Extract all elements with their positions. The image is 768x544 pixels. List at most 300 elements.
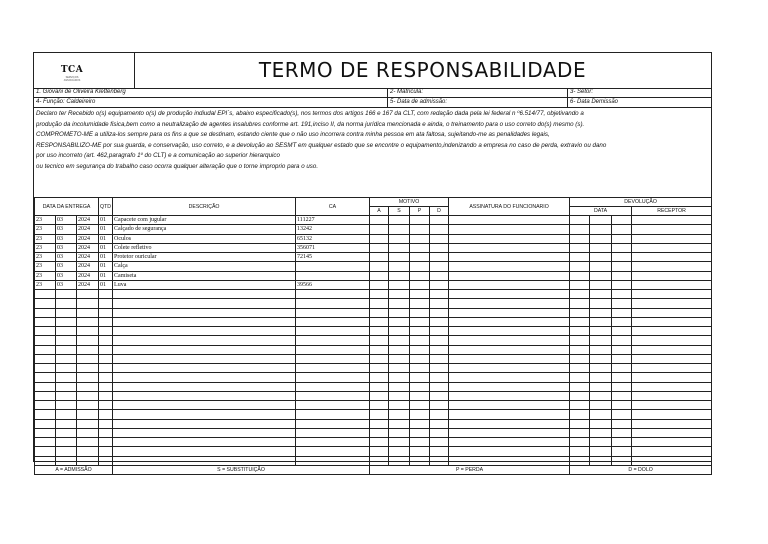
date-month-cell (56, 317, 77, 326)
empty-cell (389, 262, 410, 271)
ca-cell (296, 354, 370, 363)
empty-cell (612, 447, 632, 456)
empty-cell (370, 290, 389, 299)
empty-cell (410, 253, 430, 262)
empty-cell (430, 308, 449, 317)
ca-cell: 13242 (296, 225, 370, 234)
logo-subtitle: SERVIÇOS ASSOCIADOS (63, 76, 81, 82)
table-row (35, 262, 712, 271)
description-cell: Capacete com jugular (113, 216, 296, 225)
ca-cell (296, 373, 370, 382)
admission-date-field: 5- Data de admissão: (390, 99, 448, 105)
empty-cell (612, 317, 632, 326)
empty-cell (632, 456, 712, 465)
empty-cell (612, 401, 632, 410)
empty-cell (632, 271, 712, 280)
empty-cell (590, 401, 612, 410)
empty-cell (449, 253, 570, 262)
date-month-cell (56, 391, 77, 400)
date-year-cell (77, 382, 99, 391)
empty-cell (632, 243, 712, 252)
date-month-cell: 03 (56, 243, 77, 252)
ca-cell (296, 419, 370, 428)
empty-cell (410, 419, 430, 428)
qty-cell: 01 (99, 271, 113, 280)
empty-cell (370, 382, 389, 391)
table-row (35, 373, 712, 382)
empty-cell (430, 290, 449, 299)
empty-cell (570, 317, 590, 326)
ca-header: CA (296, 198, 370, 216)
description-cell (113, 364, 296, 373)
empty-cell (410, 308, 430, 317)
empty-cell (570, 354, 590, 363)
date-day-cell (35, 308, 56, 317)
empty-cell (410, 271, 430, 280)
registration-field: 2- Matricula: (390, 89, 424, 95)
empty-cell (410, 447, 430, 456)
date-month-cell (56, 373, 77, 382)
date-year-cell (77, 401, 99, 410)
description-cell (113, 419, 296, 428)
description-cell (113, 299, 296, 308)
empty-cell (570, 243, 590, 252)
empty-cell (370, 234, 389, 243)
empty-cell (632, 290, 712, 299)
description-cell (113, 336, 296, 345)
sector-field: 3- Setor: (570, 89, 594, 95)
qty-cell (99, 345, 113, 354)
description-cell (113, 410, 296, 419)
qty-cell: 01 (99, 234, 113, 243)
job-function: 4- Função: Caldeireiro (36, 99, 96, 105)
date-year-cell (77, 345, 99, 354)
description-cell: Calça (113, 262, 296, 271)
empty-cell (389, 290, 410, 299)
empty-cell (410, 364, 430, 373)
empty-cell (430, 438, 449, 447)
ca-cell (296, 382, 370, 391)
date-day-cell (35, 364, 56, 373)
empty-cell (449, 447, 570, 456)
empty-cell (449, 317, 570, 326)
description-cell: Colete refletivo (113, 243, 296, 252)
declaration-line: produção da incolumidade fisica,bem como a neutralização de agentes insalubres conforme art. 191,inciso II, da norma jurídica mencionada e ainda, o treinamento para o uso correto do(s) mesmo (s). (36, 120, 585, 128)
empty-cell (389, 216, 410, 225)
description-cell (113, 382, 296, 391)
qty-cell (99, 428, 113, 437)
empty-cell (612, 373, 632, 382)
table-row (35, 234, 712, 243)
empty-cell (612, 456, 632, 465)
date-month-cell (56, 438, 77, 447)
empty-cell (449, 373, 570, 382)
return-date-header: DATA (570, 207, 632, 216)
empty-cell (430, 364, 449, 373)
empty-cell (370, 308, 389, 317)
date-year-cell (77, 290, 99, 299)
empty-cell (389, 345, 410, 354)
qty-cell (99, 456, 113, 465)
ca-cell: 72145 (296, 253, 370, 262)
empty-cell (632, 262, 712, 271)
return-header: DEVOLUÇÃO (570, 198, 712, 207)
description-cell (113, 447, 296, 456)
empty-cell (449, 234, 570, 243)
empty-cell (370, 317, 389, 326)
qty-cell: 01 (99, 225, 113, 234)
empty-cell (612, 336, 632, 345)
table-row (35, 456, 712, 465)
empty-cell (570, 447, 590, 456)
dismissal-date-field: 6- Data Demissão (570, 99, 619, 105)
description-cell (113, 456, 296, 465)
date-day-cell (35, 438, 56, 447)
ca-cell (296, 364, 370, 373)
qty-cell (99, 299, 113, 308)
empty-cell (389, 373, 410, 382)
ca-cell: 356071 (296, 243, 370, 252)
empty-cell (590, 438, 612, 447)
empty-cell (389, 253, 410, 262)
empty-cell (410, 401, 430, 410)
empty-cell (389, 364, 410, 373)
empty-cell (410, 234, 430, 243)
empty-cell (389, 382, 410, 391)
empty-cell (449, 410, 570, 419)
description-cell: Luva (113, 280, 296, 289)
empty-cell (430, 410, 449, 419)
empty-cell (612, 308, 632, 317)
empty-cell (590, 382, 612, 391)
reason-header: MOTIVO (370, 198, 449, 207)
empty-cell (590, 327, 612, 336)
receiver-header: RECEPTOR (632, 207, 712, 216)
date-year-cell (77, 308, 99, 317)
empty-cell (612, 280, 632, 289)
empty-cell (430, 262, 449, 271)
date-year-cell (77, 447, 99, 456)
empty-cell (632, 419, 712, 428)
legend-dolo: D = DOLO (570, 465, 712, 474)
empty-cell (612, 428, 632, 437)
empty-cell (570, 428, 590, 437)
date-month-cell (56, 382, 77, 391)
empty-cell (612, 243, 632, 252)
date-day-cell (35, 428, 56, 437)
date-month-cell: 03 (56, 253, 77, 262)
empty-cell (449, 382, 570, 391)
date-year-cell: 2024 (77, 280, 99, 289)
date-day-cell (35, 373, 56, 382)
empty-cell (430, 243, 449, 252)
table-row (35, 271, 712, 280)
empty-cell (410, 243, 430, 252)
empty-cell (612, 419, 632, 428)
ca-cell (296, 401, 370, 410)
empty-cell (410, 354, 430, 363)
empty-cell (410, 438, 430, 447)
empty-cell (570, 225, 590, 234)
empty-cell (570, 299, 590, 308)
empty-cell (590, 345, 612, 354)
empty-cell (590, 308, 612, 317)
date-year-cell (77, 419, 99, 428)
empty-cell (449, 299, 570, 308)
empty-cell (570, 216, 590, 225)
empty-cell (410, 262, 430, 271)
date-day-cell: 23 (35, 253, 56, 262)
empty-cell (370, 299, 389, 308)
empty-cell (612, 225, 632, 234)
qty-cell (99, 438, 113, 447)
empty-cell (449, 391, 570, 400)
empty-cell (570, 364, 590, 373)
empty-cell (389, 234, 410, 243)
empty-cell (632, 336, 712, 345)
date-day-cell: 23 (35, 271, 56, 280)
empty-cell (590, 290, 612, 299)
empty-cell (449, 308, 570, 317)
empty-cell (449, 225, 570, 234)
empty-cell (570, 327, 590, 336)
empty-cell (590, 253, 612, 262)
empty-cell (370, 456, 389, 465)
empty-cell (632, 299, 712, 308)
description-cell (113, 354, 296, 363)
table-row (35, 253, 712, 262)
empty-cell (410, 373, 430, 382)
date-month-cell (56, 354, 77, 363)
ca-cell (296, 456, 370, 465)
empty-cell (449, 262, 570, 271)
empty-cell (430, 234, 449, 243)
qty-cell (99, 447, 113, 456)
empty-cell (632, 345, 712, 354)
declaration-line: ou tecnico em segurança do trabalho caso ocorra qualquer alteração que o torne improprio para o uso. (36, 162, 319, 170)
empty-cell (632, 317, 712, 326)
empty-cell (410, 317, 430, 326)
empty-cell (389, 280, 410, 289)
date-day-cell (35, 447, 56, 456)
empty-cell (389, 308, 410, 317)
description-cell (113, 438, 296, 447)
empty-cell (612, 438, 632, 447)
empty-cell (590, 447, 612, 456)
date-day-cell (35, 299, 56, 308)
empty-cell (632, 447, 712, 456)
date-year-cell: 2024 (77, 243, 99, 252)
date-year-cell (77, 299, 99, 308)
empty-cell (570, 345, 590, 354)
date-year-cell: 2024 (77, 253, 99, 262)
date-day-cell (35, 419, 56, 428)
table-row (35, 364, 712, 373)
qty-cell: 01 (99, 280, 113, 289)
empty-cell (570, 419, 590, 428)
qty-cell (99, 419, 113, 428)
empty-cell (370, 438, 389, 447)
empty-cell (370, 280, 389, 289)
qty-cell: 01 (99, 262, 113, 271)
date-year-cell (77, 410, 99, 419)
empty-cell (370, 225, 389, 234)
table-row (35, 428, 712, 437)
empty-cell (590, 419, 612, 428)
empty-cell (612, 290, 632, 299)
qty-cell (99, 308, 113, 317)
empty-cell (370, 216, 389, 225)
empty-cell (570, 253, 590, 262)
logo-text: TCA (60, 65, 84, 75)
empty-cell (370, 327, 389, 336)
empty-cell (370, 391, 389, 400)
table-row (35, 382, 712, 391)
empty-cell (632, 438, 712, 447)
ca-cell (296, 327, 370, 336)
empty-cell (612, 354, 632, 363)
empty-cell (389, 456, 410, 465)
empty-cell (632, 280, 712, 289)
qty-cell (99, 364, 113, 373)
date-month-cell: 03 (56, 262, 77, 271)
date-year-cell (77, 428, 99, 437)
table-row (35, 308, 712, 317)
table-row (35, 401, 712, 410)
empty-cell (570, 382, 590, 391)
empty-cell (632, 401, 712, 410)
info-row-2 (34, 98, 711, 108)
empty-cell (389, 243, 410, 252)
date-year-cell (77, 327, 99, 336)
empty-cell (632, 428, 712, 437)
empty-cell (389, 317, 410, 326)
empty-cell (389, 401, 410, 410)
empty-cell (410, 290, 430, 299)
empty-cell (449, 438, 570, 447)
empty-cell (570, 308, 590, 317)
table-row (35, 345, 712, 354)
empty-cell (570, 410, 590, 419)
date-day-cell: 23 (35, 280, 56, 289)
empty-cell (370, 364, 389, 373)
table-row (35, 280, 712, 289)
description-cell (113, 401, 296, 410)
empty-cell (430, 382, 449, 391)
description-cell: Camiseta (113, 271, 296, 280)
date-year-cell: 2024 (77, 225, 99, 234)
legend-substitution: S = SUBSTITUIÇÃO (113, 465, 370, 474)
description-cell: Calçado de segurança (113, 225, 296, 234)
date-month-cell (56, 364, 77, 373)
ca-cell (296, 299, 370, 308)
empty-cell (430, 225, 449, 234)
empty-cell (430, 336, 449, 345)
empty-cell (449, 327, 570, 336)
empty-cell (389, 327, 410, 336)
empty-cell (590, 410, 612, 419)
qty-cell: 01 (99, 253, 113, 262)
empty-cell (430, 456, 449, 465)
date-year-cell (77, 456, 99, 465)
empty-cell (612, 391, 632, 400)
empty-cell (590, 262, 612, 271)
empty-cell (430, 299, 449, 308)
ca-cell: 39566 (296, 280, 370, 289)
date-month-cell (56, 428, 77, 437)
empty-cell (612, 327, 632, 336)
empty-cell (570, 391, 590, 400)
date-day-cell (35, 354, 56, 363)
date-year-cell: 2024 (77, 216, 99, 225)
qty-cell (99, 373, 113, 382)
empty-cell (370, 428, 389, 437)
empty-cell (430, 317, 449, 326)
date-month-cell (56, 447, 77, 456)
date-month-cell: 03 (56, 216, 77, 225)
delivery-date-header: DATA DA ENTREGA (35, 198, 99, 216)
date-month-cell (56, 401, 77, 410)
empty-cell (370, 410, 389, 419)
table-row (35, 410, 712, 419)
ca-cell (296, 262, 370, 271)
table-row (35, 290, 712, 299)
document-title: TERMO DE RESPONSABILIDADE (258, 58, 587, 82)
empty-cell (590, 373, 612, 382)
table-row (35, 447, 712, 456)
empty-cell (590, 216, 612, 225)
empty-cell (570, 438, 590, 447)
empty-cell (449, 419, 570, 428)
qty-cell (99, 327, 113, 336)
ca-cell (296, 317, 370, 326)
empty-cell (370, 243, 389, 252)
empty-cell (612, 410, 632, 419)
qty-cell: 01 (99, 216, 113, 225)
description-cell (113, 327, 296, 336)
ca-cell (296, 438, 370, 447)
description-cell (113, 391, 296, 400)
description-cell (113, 373, 296, 382)
date-month-cell (56, 410, 77, 419)
date-day-cell: 23 (35, 225, 56, 234)
empty-cell (632, 382, 712, 391)
empty-cell (612, 234, 632, 243)
empty-cell (612, 262, 632, 271)
declaration-text (36, 109, 708, 172)
qty-cell (99, 354, 113, 363)
date-month-cell (56, 290, 77, 299)
date-year-cell (77, 373, 99, 382)
date-year-cell: 2024 (77, 234, 99, 243)
date-month-cell (56, 336, 77, 345)
empty-cell (430, 447, 449, 456)
signature-header: ASSINATURA DO FUNCIONARIO (449, 198, 570, 216)
empty-cell (430, 216, 449, 225)
reason-a-header: A (370, 207, 389, 216)
empty-cell (632, 391, 712, 400)
legend-loss: P = PERDA (370, 465, 570, 474)
empty-cell (430, 354, 449, 363)
date-month-cell (56, 308, 77, 317)
date-year-cell (77, 354, 99, 363)
date-month-cell: 03 (56, 271, 77, 280)
empty-cell (389, 428, 410, 437)
empty-cell (370, 354, 389, 363)
date-month-cell (56, 299, 77, 308)
empty-cell (449, 345, 570, 354)
empty-cell (430, 401, 449, 410)
